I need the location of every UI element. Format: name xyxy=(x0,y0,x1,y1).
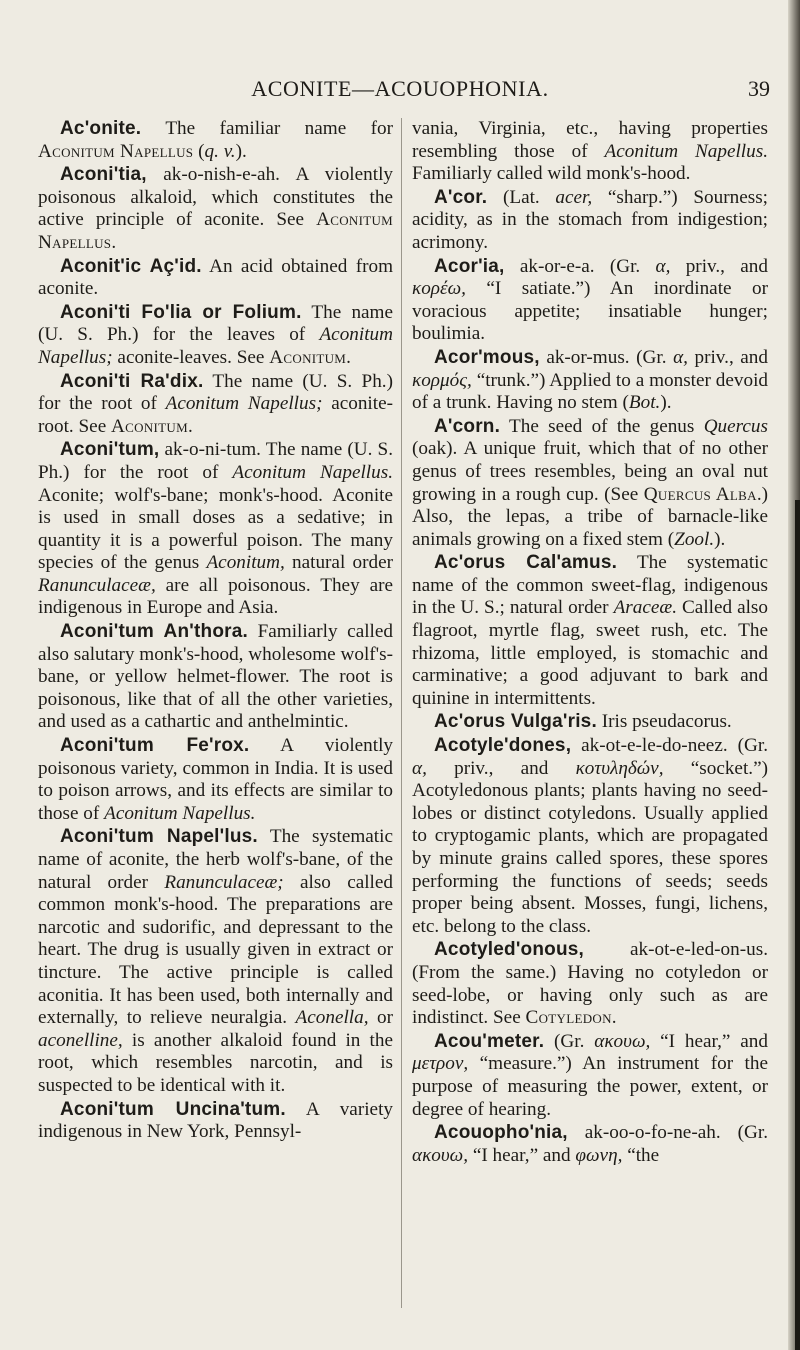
italic-text: Aconella, xyxy=(295,1007,369,1029)
italic-text: Aconitum Napellus. xyxy=(104,802,256,824)
entry-headword: Aconi'tia, xyxy=(60,164,147,186)
dictionary-entry xyxy=(38,256,393,301)
italic-text: μετρον, xyxy=(412,1053,469,1075)
entry-headword: Aconit'ic Aç'id. xyxy=(60,255,202,277)
dictionary-entry xyxy=(412,552,768,710)
entry-text: priv., and xyxy=(687,346,768,368)
entry-headword: Acor'mous, xyxy=(434,346,540,368)
italic-text: acer, xyxy=(555,186,593,208)
italic-text: Aconitum Napellus. xyxy=(232,461,393,483)
entry-text: . xyxy=(611,1007,617,1029)
italic-text: q. v. xyxy=(204,140,236,162)
entry-text: A variety indigenous in New York, Pennsyl- xyxy=(38,1098,393,1143)
entry-text: aconite-root. See xyxy=(38,393,393,437)
entry-text: ak-oo-o-fo-ne-ah. (Gr. xyxy=(567,1122,768,1144)
entry-text: “I satiate.”) An inordinate or voracious appetite; insatiable hunger; boulimia. xyxy=(412,278,768,345)
entry-text: priv., and xyxy=(670,255,768,277)
dictionary-entry xyxy=(38,735,393,825)
italic-text: Ranunculaceæ; xyxy=(164,871,284,893)
dictionary-entry xyxy=(412,1122,768,1167)
entry-text: or xyxy=(368,1007,394,1029)
entry-text: The seed of the genus xyxy=(500,415,704,437)
italic-text: κορέω, xyxy=(412,278,466,300)
italic-text: Bot. xyxy=(628,392,661,414)
dictionary-entry xyxy=(38,302,393,370)
entry-text: . xyxy=(346,346,351,368)
dictionary-entry xyxy=(38,1099,393,1144)
entry-text: The familiar name for xyxy=(141,118,393,139)
entry-text: ( xyxy=(193,140,205,162)
entry-text: ak-ot-e-led-on-us. (From the same.) Having no cotyledon or seed-lobe, or having only such as are indistinct. See xyxy=(412,939,768,1029)
entry-text: “trunk.”) Applied to a monster devoid of a trunk. Having no stem ( xyxy=(412,369,768,414)
entry-text: vania, Virginia, etc., having properties resembling those of xyxy=(412,118,768,162)
entry-text: is another alkaloid found in the root, which resembles narcotin, and is suspected to be identical with it. xyxy=(38,1029,393,1096)
entry-text: The name (U. S. Ph.) for the leaves of xyxy=(38,301,393,346)
entry-headword: Acotyle'dones, xyxy=(434,735,572,757)
dictionary-entry xyxy=(38,164,393,254)
entry-headword: Acouopho'nia, xyxy=(434,1122,568,1144)
italic-text: φωνη, xyxy=(575,1144,623,1166)
page-number: 39 xyxy=(748,76,770,101)
entry-text: “the xyxy=(622,1144,660,1166)
italic-text: α, xyxy=(412,757,427,779)
entry-headword: Ac'onite. xyxy=(60,118,142,139)
entry-text: ). xyxy=(235,140,247,162)
entry-text: ak-or-mus. (Gr. xyxy=(539,346,674,368)
entry-text: aconite-leaves. See xyxy=(112,346,270,368)
entry-text: The systematic name of the common sweet-flag, indigenous in the U. S.; natural order xyxy=(412,552,768,619)
page-header xyxy=(0,58,800,101)
entry-text: Called also flagroot, myrtle flag, sweet rush, etc. The rhizoma, little employed, is stomachic and carminative; a good adjuvant to bark and quinine in intermittents. xyxy=(412,597,768,709)
italic-text: Aconitum Napellus. xyxy=(604,140,768,162)
dictionary-entry xyxy=(412,118,768,186)
dictionary-entry xyxy=(38,371,393,439)
entry-text: ). xyxy=(714,528,726,550)
entry-text: priv., and xyxy=(426,757,576,779)
entry-text: ak-o-nish-e-ah. A violently poisonous alkaloid, which constitutes the active principle of aconite. See xyxy=(38,164,393,231)
entry-text: . xyxy=(187,415,193,437)
entry-text: (Gr. xyxy=(544,1030,595,1052)
italic-text: Aconitum Napellus; xyxy=(38,324,393,368)
entry-headword: Acor'ia, xyxy=(434,255,505,277)
italic-text: ακουω, xyxy=(594,1030,651,1052)
dictionary-entry xyxy=(38,826,393,1097)
dictionary-entry xyxy=(412,416,768,552)
entry-text: (oak). A unique fruit, which that of no other genus of trees resembles, being an oval nut growing in a rough cup. (See xyxy=(412,438,768,505)
italic-text: κορμός, xyxy=(412,369,472,391)
italic-text: κοτυληδών, xyxy=(575,757,664,779)
dictionary-entry xyxy=(412,1031,768,1121)
small-caps-reference: Aconitum xyxy=(269,346,347,368)
entry-headword: Aconi'tum Napel'lus. xyxy=(60,826,258,848)
running-head: ACONITE—ACOUOPHONIA. xyxy=(251,76,549,101)
column-divider xyxy=(401,118,402,1308)
entry-text: The name (U. S. Ph.) for the root of xyxy=(38,370,393,415)
entry-headword: Ac'orus Vulga'ris. xyxy=(434,711,597,733)
left-column xyxy=(38,118,393,1145)
entry-text: Aconite; wolf's-bane; monk's-hood. Aconite is used in small doses as a sedative; in quantity it is a powerful poison. The many species of the genus xyxy=(38,484,393,574)
entry-text: also called common monk's-hood. The preparations are narcotic and sudorific, and depressant to the heart. The drug is usually given in extract or tincture. The active principle is called aconitia. It has been used, both internally and externally, to relieve neuralgia. xyxy=(38,871,393,1029)
italic-text: aconelline, xyxy=(38,1029,123,1051)
entry-text: “measure.”) An instrument for the purpose of measuring the power, extent, or degree of hearing. xyxy=(412,1053,768,1120)
entry-headword: Aconi'tum Uncina'tum. xyxy=(60,1098,286,1120)
entry-text: Familiarly called wild monk's-hood. xyxy=(412,163,691,185)
right-column xyxy=(412,118,768,1168)
entry-text: ak-or-e-a. (Gr. xyxy=(504,255,656,277)
entry-text: Iris pseudacorus. xyxy=(596,711,732,733)
entry-text: ). xyxy=(660,392,672,414)
entry-headword: Acou'meter. xyxy=(434,1030,545,1052)
italic-text: Quercus xyxy=(703,415,768,437)
entry-headword: Aconi'tum An'thora. xyxy=(60,621,248,643)
entry-text: “socket.”) Acotyledonous plants; plants having no seed-lobes or distinct cotyledons. Usually applied to cryptogamic plants, which are propagated by minute grains called spores, these spores performing the functions of seeds; seeds proper being absent. Mosses, fungi, lichens, etc. belong to the class. xyxy=(412,757,768,937)
dictionary-entry xyxy=(412,187,768,255)
italic-text: α, xyxy=(655,255,671,277)
entry-text: The systematic name of aconite, the herb wolf's-bane, of the natural order xyxy=(38,826,393,893)
italic-text: Aconitum Napellus; xyxy=(165,393,323,415)
entry-text: .) Also, the lepas, a tribe of barnacle-like animals growing on a fixed stem ( xyxy=(412,483,768,550)
dictionary-entry xyxy=(412,939,768,1029)
entry-headword: Ac'orus Cal'amus. xyxy=(434,552,618,574)
dictionary-entry xyxy=(412,711,768,734)
entry-text: ak-o-ni-tum. The name (U. S. Ph.) for the root of xyxy=(38,439,393,483)
entry-text: Familiarly called also salutary monk's-hood, wholesome wolf's-bane, or yellow helmet-flower. The root is poisonous, like that of all the other varieties, and used as a cathartic and anthelmintic. xyxy=(38,621,393,733)
entry-text: natural order xyxy=(284,552,393,574)
entry-headword: Acotyled'onous, xyxy=(434,939,585,961)
entry-text: ak-ot-e-le-do-neez. (Gr. xyxy=(571,735,768,757)
page-edge xyxy=(795,500,800,1350)
small-caps-reference: Aconitum Napellus xyxy=(38,209,393,253)
small-caps-reference: Cotyledon xyxy=(525,1007,612,1029)
small-caps-reference: Quercus Alba xyxy=(643,483,757,505)
entry-headword: Aconi'tum Fe'rox. xyxy=(60,735,250,757)
entry-text: (Lat. xyxy=(487,186,556,208)
small-caps-reference: Aconitum Napellus xyxy=(38,140,194,162)
entry-headword: A'cor. xyxy=(434,186,488,208)
italic-text: Ranunculaceæ, xyxy=(38,574,156,596)
dictionary-entry xyxy=(412,256,768,346)
small-caps-reference: Aconitum xyxy=(111,415,188,437)
italic-text: ακουω, xyxy=(412,1144,469,1166)
entry-headword: Aconi'ti Ra'dix. xyxy=(60,370,204,392)
italic-text: Zool. xyxy=(674,528,715,550)
dictionary-entry xyxy=(412,347,768,415)
italic-text: α, xyxy=(673,346,688,368)
dictionary-entry xyxy=(38,621,393,734)
entry-headword: A'corn. xyxy=(434,415,501,437)
entry-text: “I hear,” and xyxy=(650,1030,768,1052)
entry-text: An acid obtained from aconite. xyxy=(38,255,393,300)
entry-text: are all poisonous. They are indigenous in Europe and Asia. xyxy=(38,574,393,619)
dictionary-entry xyxy=(38,439,393,620)
italic-text: Aconitum, xyxy=(206,552,285,574)
entry-headword: Aconi'tum, xyxy=(60,439,160,461)
italic-text: Araceæ. xyxy=(613,597,677,619)
entry-text: “I hear,” and xyxy=(468,1144,576,1166)
entry-text: A violently poisonous variety, common in India. It is used to poison arrows, and its effects are similar to those of xyxy=(38,735,394,824)
entry-headword: Aconi'ti Fo'lia or Folium. xyxy=(60,301,302,323)
entry-text: . xyxy=(111,231,117,253)
entry-text: “sharp.”) Sourness; acidity, as in the stomach from indigestion; acrimony. xyxy=(412,186,768,253)
dictionary-entry xyxy=(412,735,768,938)
dictionary-entry xyxy=(38,118,393,163)
